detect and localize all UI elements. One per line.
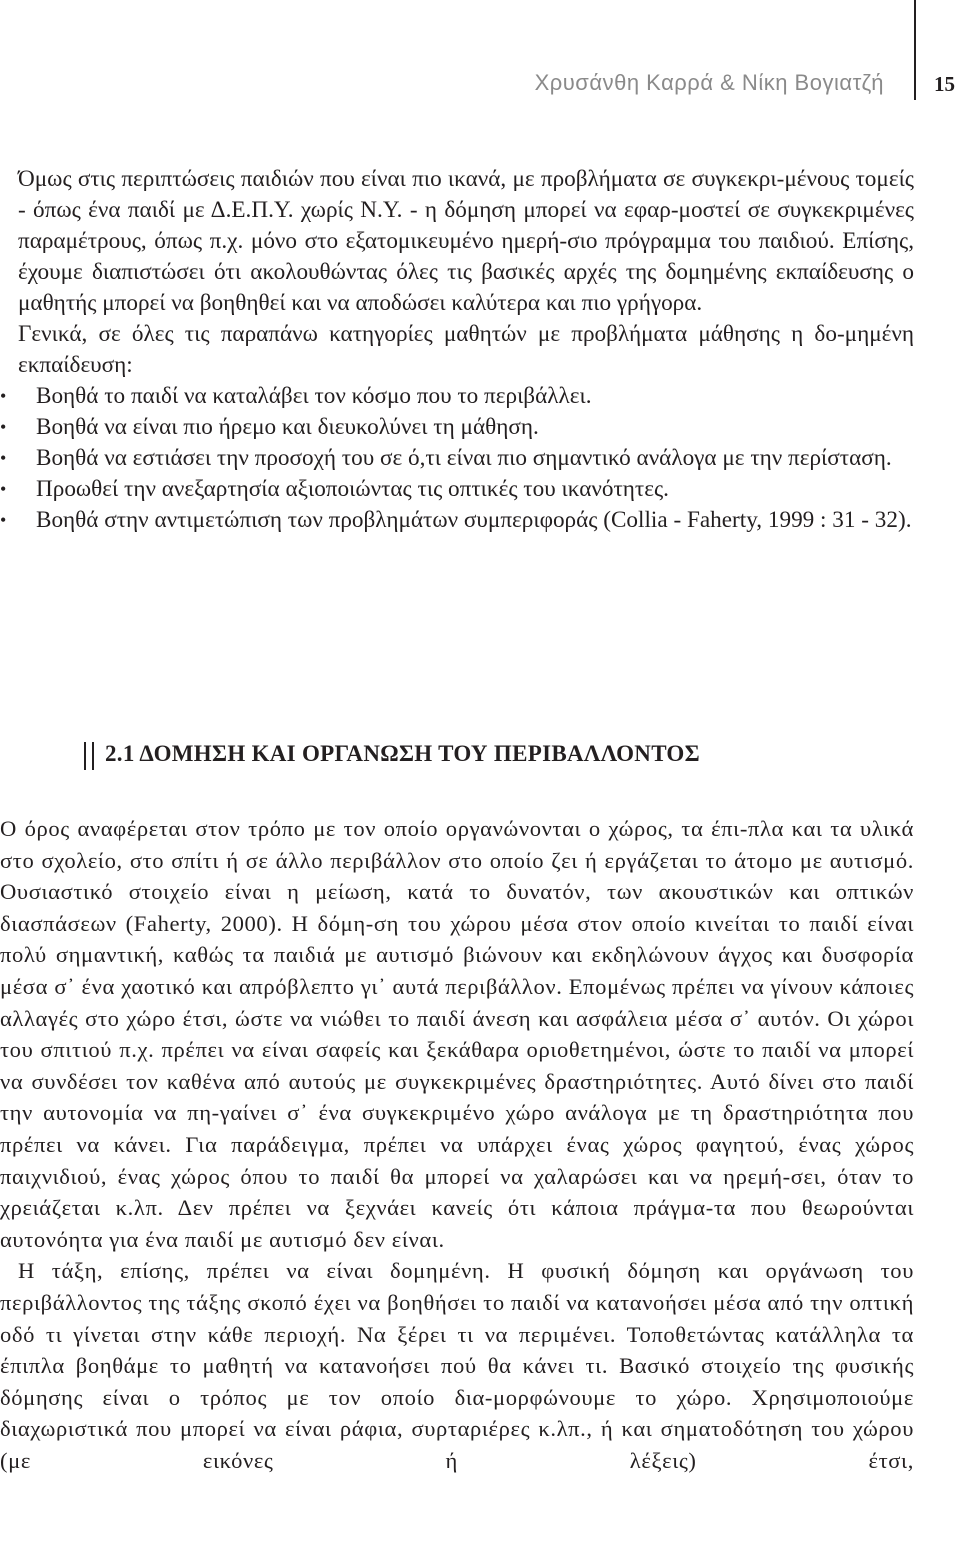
intro-text-block <box>0 164 914 536</box>
bullet-icon: • <box>0 479 7 499</box>
list-item-text: Βοηθά το παιδί να καταλάβει τον κόσμο που το περιβάλλει. <box>36 383 592 409</box>
list-item <box>0 505 914 536</box>
list-item <box>0 412 914 443</box>
list-item-text: Βοηθά να εστιάσει την προσοχή του σε ό,τι είναι πιο σημαντικό ανάλογα με την περίσταση. <box>36 445 892 471</box>
intro-paragraph-2: Γενικά, σε όλες τις παραπάνω κατηγορίες μαθητών με προβλήματα μάθησης η δο-μημένη εκπαίδευση: <box>18 321 914 378</box>
header-vertical-rule <box>914 0 916 100</box>
list-item <box>0 381 914 412</box>
page-number: 15 <box>934 72 955 96</box>
header-authors: Χρυσάνθη Καρρά & Νίκη Βογιατζή <box>534 70 884 95</box>
bullet-icon: • <box>0 386 7 406</box>
section-body <box>0 813 914 1476</box>
bullet-icon: • <box>0 448 7 468</box>
section-heading: 2.1 ΔΟΜΗΣΗ ΚΑΙ ΟΡΓΑΝΩΣΗ ΤΟΥ ΠΕΡΙΒΑΛΛΟΝΤΟΣ <box>105 741 700 766</box>
list-item <box>0 474 914 505</box>
bullet-icon: • <box>0 510 7 530</box>
bullet-icon: • <box>0 417 7 437</box>
section-paragraph-2: Η τάξη, επίσης, πρέπει να είναι δομημένη. Η φυσική δόμηση και οργάνωση του περιβάλλοντος της τάξης σκοπό έχει να βοηθήσει το παιδί να κατανοήσει μέσα από την οπτική οδό τι γίνεται στην κάθε περιοχή. Να ξέρει τι να περιμένει. Τοποθετώντας κατάλληλα τα έπιπλα βοηθάμε το μαθητή να κατανοήσει πού θα κάνει τι. Βασικό στοιχείο της φυσικής δόμησης είναι ο τρόπος με τον οποίο δια-μορφώνουμε το χώρο. Χρησιμοποιούμε διαχωριστικά που μπορεί να είναι ράφια, συρταριέρες κ.λπ., ή και σηματοδότηση του χώρου (με εικόνες ή λέξεις) έτσι, <box>0 1258 914 1473</box>
section-paragraph-1: Ο όρος αναφέρεται στον τρόπο με τον οποίο οργανώνονται ο χώρος, τα έπι-πλα και τα υλικά στο σχολείο, στο σπίτι ή σε άλλο περιβάλλον στο οποίο ζει ή εργάζεται το άτομο με αυτισμό. Ουσιαστικό στοιχείο είναι η μείωση, κατά το δυνατόν, των ακουστικών και οπτικών διασπάσεων (Faherty, 2000). Η δόμη-ση του χώρου μέσα στον οποίο κινείται το παιδί είναι πολύ σημαντική, καθώς τα παιδιά με αυτισμό βιώνουν και εκδηλώνουν άγχος και δυσφορία μέσα σ᾽ ένα χαοτικό και απρόβλεπτο γι᾽ αυτά περιβάλλον. Επομένως πρέπει να γίνουν κάποιες αλλαγές στο χώρο έτσι, ώστε να νιώθει το παιδί άνεση και ασφάλεια μέσα σ᾽ αυτόν. Οι χώροι του σπιτιού π.χ. πρέπει να είναι σαφείς και ξεκάθαρα οριοθετημένοι, ώστε το παιδί να μπορεί να συνδέσει τον καθένα από αυτούς με συγκεκριμένες δραστηριότητες. Αυτό δίνει στο παιδί την αυτονομία να πη-γαίνει σ᾽ ένα συγκεκριμένο χώρο ανάλογα με τη δραστηριότητα που πρέπει να κάνει. Για παράδειγμα, πρέπει να υπάρχει ένας χώρος φαγητού, ένας χώρος παιχνιδιού, ένας χώρος όπου το παιδί θα μπορεί να χαλαρώσει και να ηρεμή-σει, όταν το χρειάζεται κ.λπ. Δεν πρέπει να ξεχνάει κανείς ότι κάποια πράγμα-τα που θεωρούνται αυτονόητα για ένα παιδί με αυτισμό δεν είναι. <box>0 816 914 1252</box>
list-item-text: Προωθεί την ανεξαρτησία αξιοποιώντας τις οπτικές του ικανότητες. <box>36 476 669 502</box>
benefits-bullet-list <box>0 381 914 536</box>
list-item-text: Βοηθά να είναι πιο ήρεμο και διευκολύνει τη μάθηση. <box>36 414 539 440</box>
list-item <box>0 443 914 474</box>
section-marker-bars <box>84 742 94 770</box>
intro-paragraph-1: Όμως στις περιπτώσεις παιδιών που είναι πιο ικανά, με προβλήματα σε συγκεκρι-μένους τομείς - όπως ένα παιδί με Δ.Ε.Π.Υ. χωρίς Ν.Υ. - η δόμηση μπορεί να εφαρ-μοστεί σε συγκεκριμένες παραμέτρους, όπως π.χ. μόνο στο εξατομικευμένο ημερή-σιο πρόγραμμα του παιδιού. Επίσης, έχουμε διαπιστώσει ότι ακολουθώντας όλες τις βασικές αρχές της δομημένης εκπαίδευσης ο μαθητής μπορεί να βοηθηθεί και να αποδώσει καλύτερα και πιο γρήγορα. <box>18 166 914 316</box>
list-item-text: Βοηθά στην αντιμετώπιση των προβλημάτων συμπεριφοράς (Collia - Faherty, 1999 : 31 - 32). <box>36 507 912 533</box>
